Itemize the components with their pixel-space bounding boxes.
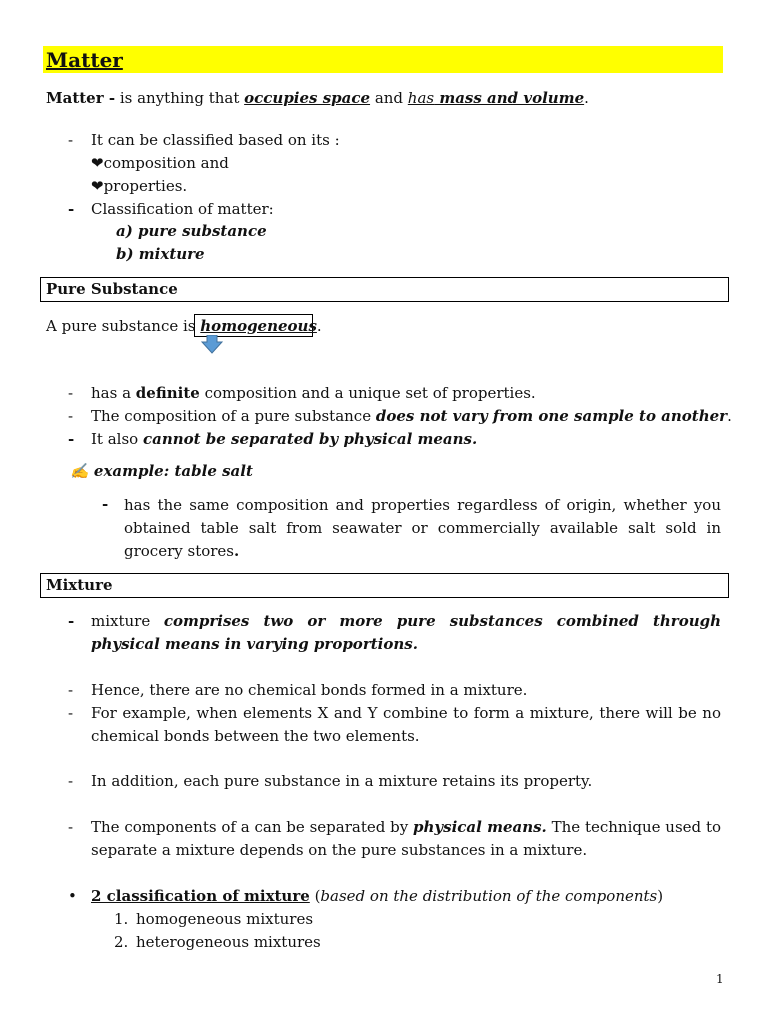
composition-line (91, 153, 229, 173)
b2-bi: does not vary from one sample to another (375, 407, 728, 425)
composition-vary-line (91, 406, 732, 426)
list-item-homogeneous-mixtures: homogeneous mixtures (136, 910, 314, 928)
dash-marker: - (68, 407, 74, 425)
example-dot: . (234, 542, 240, 560)
example-line (70, 461, 253, 481)
dash-marker: - (68, 772, 74, 790)
b2-post: . (727, 407, 732, 425)
example-text: example: table salt (93, 462, 253, 480)
definition-text: is anything that (115, 89, 245, 107)
b1-pre: has a (91, 384, 136, 402)
b3-bi: cannot be separated by physical means. (142, 430, 478, 448)
list-item-heterogeneous-mixtures: heterogeneous mixtures (136, 933, 321, 951)
properties-line (91, 176, 187, 196)
heart-icon: ❤ (91, 177, 104, 195)
class-paren-close: ) (657, 887, 664, 905)
m1-pre: mixture (91, 612, 164, 630)
dash-marker: - (68, 131, 74, 149)
definition-has: has (407, 89, 435, 107)
page-number: 1 (716, 972, 724, 986)
dash-marker: - (68, 384, 74, 402)
dash-marker: - (102, 495, 109, 513)
pure-substance-heading: Pure Substance (46, 280, 178, 298)
list-number: 2. (114, 933, 129, 951)
definition-and: and (370, 89, 408, 107)
dash-marker: - (68, 681, 74, 699)
class-bold: 2 classification of mixture (91, 887, 310, 905)
definition-mass: mass and volume (434, 89, 585, 107)
pure-substance-lead (46, 316, 322, 336)
b2-pre: The composition of a pure substance (91, 407, 376, 425)
composition-text: composition and (103, 154, 229, 172)
m1-bi: comprises two or more pure substances combined through physical means in varying proportions. (91, 612, 721, 653)
page-title: Matter (46, 48, 123, 72)
title-highlight (43, 46, 723, 73)
mixture-heading-box (40, 573, 729, 598)
m5-bi: physical means. (413, 818, 547, 836)
class-paren-open: ( (309, 887, 321, 905)
properties-text: properties. (103, 177, 188, 195)
example-description-text: has the same composition and properties regardless of origin, whether you obtained table salt from seawater or commercially available salt sold in grocery stores (124, 496, 721, 560)
example-xy-line: For example, when elements X and Y combine to form a mixture, there will be no chemical bonds between the two elements. (91, 704, 721, 745)
separation-line (91, 816, 721, 862)
definition-occupies: occupies space (244, 89, 371, 107)
m5-pre: The components of a can be separated by (91, 818, 414, 836)
lead-dot: . (316, 317, 322, 335)
definition-end: . (584, 89, 589, 107)
dash-marker: - (68, 612, 75, 630)
m5-post: The technique used to separate a mixture depends on the pure substances in a mixture. (91, 818, 722, 859)
matter-definition (46, 88, 589, 108)
down-arrow-icon (201, 335, 223, 355)
class-italic: based on the distribution of the components (320, 887, 658, 905)
list-item-mixture: b) mixture (116, 245, 205, 263)
heart-icon: ❤ (91, 154, 104, 172)
mixture-definition (91, 610, 721, 656)
dash-marker: - (68, 200, 75, 218)
b1-bold: definite (135, 384, 200, 402)
classification-of-mixture (91, 886, 663, 906)
b3-pre: It also (91, 430, 143, 448)
list-item-pure-substance: a) pure substance (116, 222, 267, 240)
definite-line (91, 383, 536, 403)
hand-pointer-icon: ✍ (70, 462, 89, 480)
example-description (124, 494, 721, 563)
bullet-icon: • (68, 887, 77, 905)
dash-marker: - (68, 818, 74, 836)
dash-marker: - (68, 704, 74, 722)
definition-term: Matter - (46, 89, 116, 107)
lead-text: A pure substance is (46, 317, 201, 335)
classified-line: It can be classified based on its : (91, 131, 340, 149)
physical-means-line (91, 429, 477, 449)
list-number: 1. (114, 910, 129, 928)
no-bonds-line: Hence, there are no chemical bonds formed in a mixture. (91, 681, 528, 699)
dash-marker: - (68, 430, 75, 448)
homogeneous-word: homogeneous (200, 317, 317, 335)
classification-line: Classification of matter: (91, 200, 274, 218)
mixture-heading: Mixture (46, 576, 113, 594)
retains-property-line: In addition, each pure substance in a mixture retains its property. (91, 772, 593, 790)
b1-post: composition and a unique set of properties. (199, 384, 536, 402)
